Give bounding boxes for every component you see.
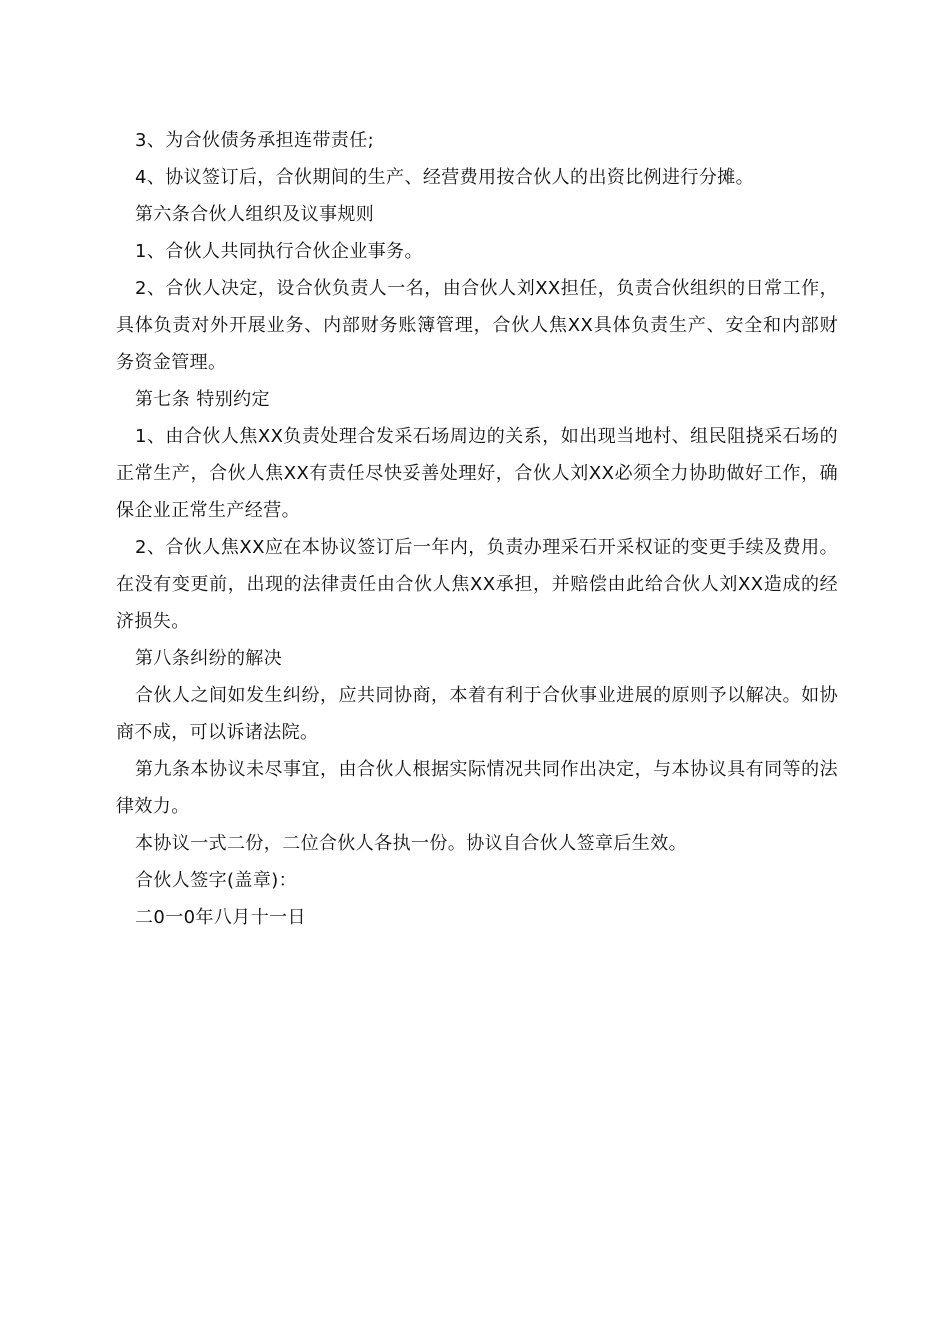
clause-item-4-cost-sharing: 4、协议签订后，合伙期间的生产、经营费用按合伙人的出资比例进行分摊。 [135, 167, 755, 188]
document-date: 二0一0年八月十一日 [135, 907, 306, 928]
article-6-item-2: 2、合伙人决定，设合伙负责人一名，由合伙人刘XX担任，负责合伙组织的日常工作，具体负责对外开展业务、内部财务账簿管理，合伙人焦XX具体负责生产、安全和内部财务资金管理。 [116, 278, 838, 373]
article-6-item-1: 1、合伙人共同执行合伙企业事务。 [135, 241, 423, 262]
copies-clause: 本协议一式二份，二位合伙人各执一份。协议自合伙人签章后生效。 [135, 833, 687, 854]
document-body [116, 122, 838, 936]
article-7-item-2: 2、合伙人焦XX应在本协议签订后一年内，负责办理采石开采权证的变更手续及费用。在没有变更前，出现的法律责任由合伙人焦XX承担，并赔偿由此给合伙人刘XX造成的经济损失。 [116, 537, 838, 632]
article-6-heading: 第六条合伙人组织及议事规则 [135, 204, 375, 225]
article-7-heading: 第七条 特别约定 [135, 389, 270, 410]
clause-item-3-joint-liability: 3、为合伙债务承担连带责任; [135, 130, 375, 151]
signature-line: 合伙人签字(盖章)： [135, 870, 298, 891]
article-9-body: 第九条本协议未尽事宜，由合伙人根据实际情况共同作出决定，与本协议具有同等的法律效力。 [116, 759, 838, 817]
article-8-body: 合伙人之间如发生纠纷，应共同协商，本着有利于合伙事业进展的原则予以解决。如协商不成，可以诉诸法院。 [116, 685, 838, 743]
article-8-heading: 第八条纠纷的解决 [135, 648, 283, 669]
article-7-item-1: 1、由合伙人焦XX负责处理合发采石场周边的关系，如出现当地村、组民阻挠采石场的正常生产，合伙人焦XX有责任尽快妥善处理好，合伙人刘XX必须全力协助做好工作，确保企业正常生产经营。 [116, 426, 838, 521]
